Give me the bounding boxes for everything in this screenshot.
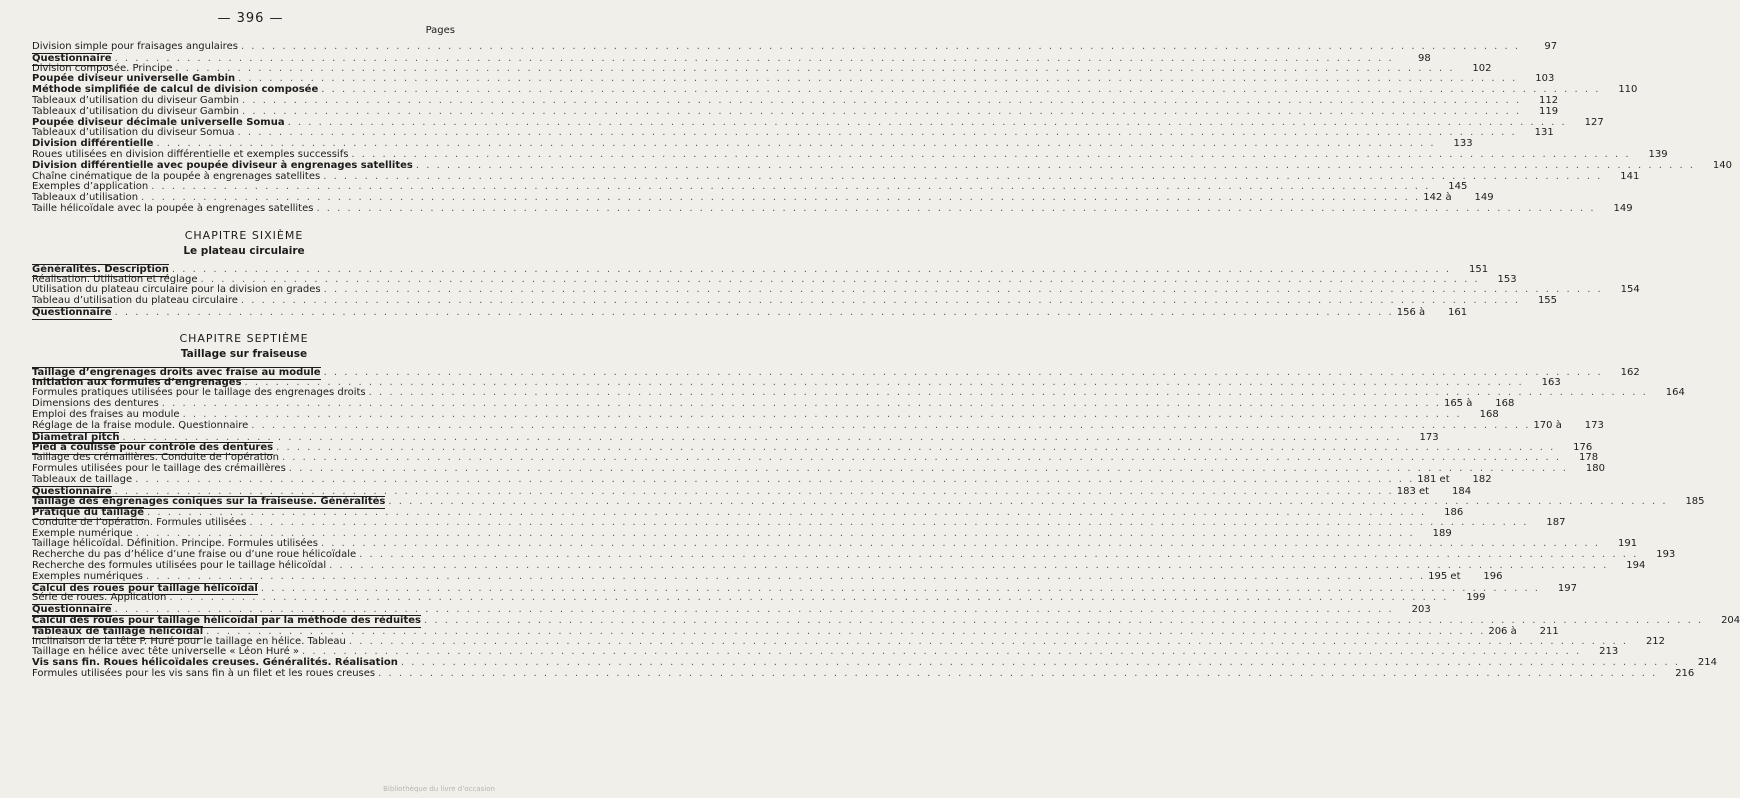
toc-entry <box>32 485 1472 497</box>
page-range-start: 165 à <box>1443 398 1473 410</box>
dot-leader <box>115 308 1394 319</box>
entry-title: Formules utilisées pour le taillage des crémaillères <box>32 462 286 474</box>
toc-entry <box>32 615 1740 627</box>
page-ref: 149 <box>1474 192 1494 204</box>
page-ref: 102 <box>1472 62 1492 74</box>
page-ref: 178 <box>1579 452 1599 464</box>
page-ref: 131 <box>1534 127 1554 139</box>
page-range-start: 195 et <box>1428 570 1461 582</box>
entry-title: Poupée diviseur décimale universelle Somua <box>32 116 285 128</box>
page-ref: 187 <box>1546 516 1566 528</box>
entry-title: Division composée. Principe <box>32 62 173 74</box>
toc-section <box>32 331 1740 680</box>
dot-leader <box>251 421 1530 432</box>
toc-entry <box>32 604 1431 616</box>
page-ref: 199 <box>1466 592 1486 604</box>
toc-section <box>32 228 1640 318</box>
entry-title: Questionnaire <box>32 306 112 318</box>
page-ref: 119 <box>1539 105 1559 117</box>
entry-title: Diametral pitch <box>32 431 120 443</box>
entry-title: Questionnaire <box>32 604 112 616</box>
watermark: Bibliothèque du livre d’occasion <box>383 785 495 793</box>
dot-leader <box>378 669 1657 680</box>
entry-title: Dimensions des dentures <box>32 398 159 410</box>
entry-title: Roues utilisées en division différentielle et exemples successifs <box>32 148 349 160</box>
toc-entry <box>32 306 1468 318</box>
toc-entry <box>32 105 1559 118</box>
toc-entry <box>32 592 1486 604</box>
entry-title: Tableau d’utilisation du plateau circulaire <box>32 295 238 307</box>
page-ref: 197 <box>1557 582 1577 594</box>
entry-title: Chaîne cinématique de la poupée à engrenages satellites <box>32 170 321 182</box>
page-ref: 98 <box>1417 52 1431 64</box>
page-ref: 151 <box>1468 263 1489 275</box>
entry-title: Emploi des fraises au module <box>32 408 180 420</box>
entry-title: Réalisation. Utilisation et réglage <box>32 273 198 285</box>
page-ref: 191 <box>1618 538 1638 550</box>
entry-title: Division simple pour fraisages angulaires <box>32 41 238 52</box>
entry-title: Initiation aux formules d’engrenages <box>32 376 242 388</box>
toc-entry <box>32 419 1604 432</box>
page-ref: 213 <box>1599 646 1619 658</box>
entry-title: Calcul des roues pour taillage hélicoïdal <box>32 582 258 594</box>
toc-entry <box>32 41 1558 53</box>
toc-entry <box>32 431 1439 443</box>
page-ref: 140 <box>1712 159 1733 171</box>
toc-entry <box>32 52 1431 64</box>
entry-title: Tableaux de taillage hélicoïdal <box>32 625 204 637</box>
entry-title: Taille hélicoïdale avec la poupée à engrenages satellites <box>32 202 314 214</box>
chapter-subtitle: Le plateau circulaire <box>183 244 305 257</box>
page-ref: 189 <box>1432 527 1452 539</box>
page-range-start: 181 et <box>1417 473 1450 485</box>
toc-entry <box>32 496 1705 508</box>
entry-title: Exemple numérique <box>32 527 133 539</box>
dot-leader <box>169 593 1448 604</box>
page-ref: 145 <box>1448 181 1468 193</box>
entry-title: Taillage en hélice avec tête universelle « Léon Huré » <box>32 646 300 658</box>
chapter-subtitle: Taillage sur fraiseuse <box>180 347 308 360</box>
page-ref: 133 <box>1453 138 1473 150</box>
chapter-heading: CHAPITRE SIXIÈME <box>184 228 304 242</box>
dot-leader <box>241 42 1520 53</box>
toc-section <box>32 41 1733 215</box>
page-ref: 176 <box>1573 442 1593 454</box>
page-ref: 141 <box>1620 170 1640 182</box>
page-ref: 180 <box>1585 462 1605 474</box>
entry-title: Exemples d’application <box>32 181 149 193</box>
page-ref: 211 <box>1539 625 1559 637</box>
entry-title: Questionnaire <box>32 485 112 497</box>
toc-entry <box>32 570 1503 583</box>
table-of-contents <box>32 41 1740 680</box>
page-ref: 212 <box>1645 635 1666 647</box>
entry-title: Division différentielle avec poupée diviseur à engrenages satellites <box>32 159 413 171</box>
entry-title: Questionnaire <box>32 52 112 64</box>
page-ref: 161 <box>1448 306 1468 318</box>
page-ref: 173 <box>1419 431 1439 443</box>
toc-entry <box>32 668 1695 680</box>
entry-title: Pratique du taillage <box>32 507 145 519</box>
pages-column-header: Pages <box>425 25 455 36</box>
toc-entry <box>32 473 1492 486</box>
chapter-heading: CHAPITRE SEPTIÈME <box>179 331 309 345</box>
entry-title: Inclinaison de la tête P. Huré pour le taillage en hélice. Tableau <box>32 635 346 647</box>
page-number: — 396 — <box>217 11 284 26</box>
page-ref: 168 <box>1495 398 1515 410</box>
entry-title: Formules pratiques utilisées pour le taillage des engrenages droits <box>32 387 366 399</box>
page-ref: 97 <box>1544 41 1558 52</box>
page-ref: 127 <box>1584 116 1604 128</box>
page-ref: 203 <box>1411 604 1431 616</box>
page-ref: 196 <box>1483 570 1503 582</box>
entry-title: Tableaux d’utilisation du diviseur Gambin <box>32 94 239 106</box>
page-range-start: 156 à <box>1396 306 1426 318</box>
page-ref: 149 <box>1613 202 1633 214</box>
toc-entry <box>32 159 1733 172</box>
page-ref: 173 <box>1584 419 1604 431</box>
page-ref: 193 <box>1656 549 1676 561</box>
page-ref: 216 <box>1675 668 1695 680</box>
page-ref: 194 <box>1626 560 1646 572</box>
dot-leader <box>242 107 1521 118</box>
toc-entry <box>32 263 1489 275</box>
page-ref: 153 <box>1497 273 1517 285</box>
entry-title: Recherche du pas d’hélice d’une fraise ou d’une roue hélicoïdale <box>32 549 357 561</box>
page-ref: 155 <box>1537 295 1558 307</box>
entry-title: Tableaux de taillage <box>32 473 133 485</box>
toc-entry <box>32 295 1558 307</box>
page-ref: 184 <box>1451 485 1472 497</box>
page-ref: 110 <box>1618 84 1638 96</box>
dot-leader <box>135 475 1414 486</box>
entry-title: Taillage des engrenages coniques sur la fraiseuse. Généralités <box>32 496 386 508</box>
page-ref: 186 <box>1444 507 1464 519</box>
entry-title: Tableaux d’utilisation du diviseur Gambin <box>32 105 239 117</box>
page-ref: 185 <box>1685 496 1705 508</box>
entry-title: Conduite de l’opération. Formules utilisées <box>32 516 247 528</box>
page-ref: 112 <box>1539 94 1559 106</box>
entry-title: Tableaux d’utilisation du diviseur Somua <box>32 127 235 139</box>
entry-title: Série de roues. Application <box>32 592 167 604</box>
toc-entry <box>32 202 1633 215</box>
entry-title: Poupée diviseur universelle Gambin <box>32 73 236 85</box>
entry-title: Taillage des crémaillères. Conduite de l’opération <box>32 452 279 464</box>
entry-title: Méthode simplifiée de calcul de division composée <box>32 84 319 96</box>
entry-title: Calcul des roues pour taillage hélicoïdal par la méthode des réduites <box>32 615 421 627</box>
page-ref: 139 <box>1648 148 1668 160</box>
page-ref: 154 <box>1620 284 1640 296</box>
dot-leader <box>146 572 1425 583</box>
page-ref: 163 <box>1541 376 1561 388</box>
entry-title: Exemples numériques <box>32 570 143 582</box>
entry-title: Généralités. Description <box>32 263 169 275</box>
entry-title: Pied à coulisse pour contrôle des dentures <box>32 442 274 454</box>
page-ref: 182 <box>1472 473 1492 485</box>
page-ref: 164 <box>1665 387 1685 399</box>
entry-title: Réglage de la fraise module. Questionnaire <box>32 419 249 431</box>
toc-entry <box>32 366 1640 378</box>
page-ref: 204 <box>1721 615 1740 627</box>
page-range-start: 183 et <box>1396 485 1430 497</box>
page-ref: 162 <box>1620 366 1640 378</box>
page-range-start: 206 à <box>1488 625 1517 637</box>
entry-title: Utilisation du plateau circulaire pour la division en grades <box>32 284 321 296</box>
entry-title: Taillage d’engrenages droits avec fraise au module <box>32 366 321 378</box>
dot-leader <box>316 204 1595 215</box>
page-ref: 103 <box>1535 73 1555 85</box>
dot-leader <box>416 161 1695 172</box>
entry-title: Taillage hélicoïdal. Définition. Principe. Formules utilisées <box>32 538 318 550</box>
entry-title: Recherche des formules utilisées pour le taillage hélicoïdal <box>32 560 327 572</box>
entry-title: Division différentielle <box>32 138 154 150</box>
entry-title: Tableaux d’utilisation <box>32 192 139 204</box>
page-range-start: 170 à <box>1533 419 1562 431</box>
dot-leader <box>241 296 1520 307</box>
entry-title: Formules utilisées pour les vis sans fin à un filet et les roues creuses <box>32 668 376 680</box>
entry-title: Vis sans fin. Roues hélicoïdales creuses. Généralités. Réalisation <box>32 657 398 669</box>
page-range-start: 142 à <box>1423 192 1452 204</box>
page-ref: 214 <box>1697 657 1718 669</box>
page-ref: 168 <box>1479 408 1499 420</box>
